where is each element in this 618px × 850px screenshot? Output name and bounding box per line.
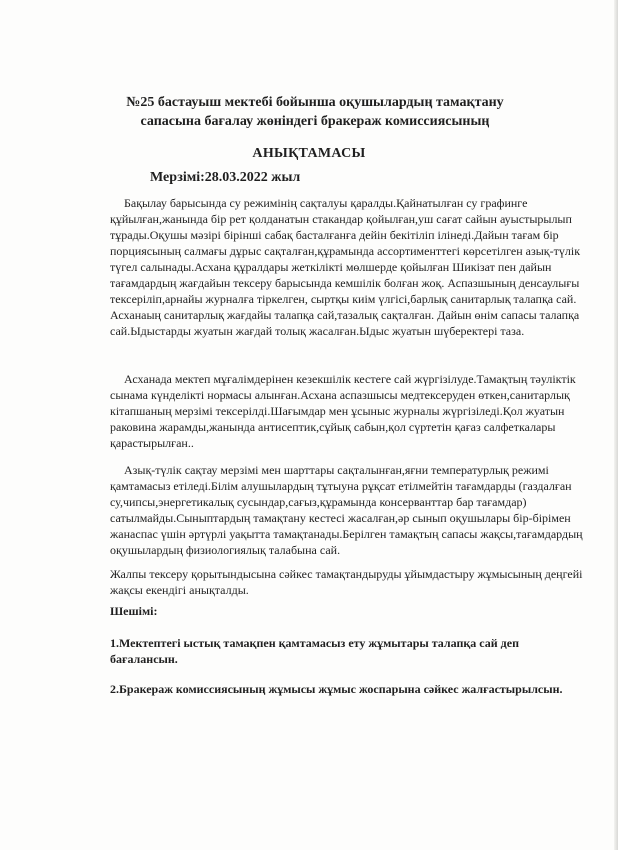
paragraph-canteen-duty: Асханада мектеп мұғалімдерінен кезекшілік кестеге сай жүргізілуде.Тамақтың тәуліктік сынама күнделікті нормасы алынған.Асхана аспазшысы медтексеруден өткен,санитарлық кітапшаның мерзімі тексерілді.Шағымдар мен ұсыныс журналы жүргізіледі.Қол жуатын раковина жарамды,жанында антисептик,сұйық сабын,қол сүртетін қағаз салфеткалары қарастырылған.. <box>110 372 576 450</box>
paragraph-food-storage: Азық-түлік сақтау мерзімі мен шарттары сақталынған,яғни температурлық режимі қамтамасыз етіледі.Білім алушылардың тұтыуна рұқсат етілмейтін тағамдарды (газдалған су,чипсы,энергетикалық сусындар,сағыз,құрамында консерванттар бар тағамдар) сатылмайды.Сыныптардың тамақтану кестесі жасалған,әр сынып оқушылары бір-бірімен жанаспас үшін әртүрлі уақытта тамақтанады.Берілген тамақтың сапасы жақсы,тағамдардың оқушылардың физиологиялық талабына сай. <box>110 463 583 557</box>
document-title: №25 бастауыш мектебі бойынша оқушылардың тамақтану сапасына бағалау жөніндегі бракераж комиссиясының <box>126 95 504 129</box>
scan-edge <box>614 0 618 850</box>
document-heading: АНЫҚТАМАСЫ <box>252 146 366 161</box>
decision-item-1: 1.Мектептегі ыстық тамақпен қамтамасыз ету жұмытары талапқа сай деп бағалансын. <box>110 636 519 666</box>
document-date: Мерзімі:28.03.2022 жыл <box>150 170 301 185</box>
decision-item-2: 2.Бракераж комиссиясының жұмысы жұмыс жоспарына сәйкес жалғастырылсын. <box>110 682 563 696</box>
decision-label: Шешімі: <box>110 604 158 618</box>
paragraph-conclusion: Жалпы тексеру қорытындысына сәйкес тамақтандыруды ұйымдастыру жұмысының деңгейі жақсы екендігі анықталды. <box>110 567 583 597</box>
paragraph-water-regime: Бақылау барысында су режимінің сақталуы қаралды.Қайнатылған су графинге құйылған,жанында бір рет қолданатын стакандар қойылған,уш сағат сайын ауыстырылып тұрады.Оқушы мәзірі бірінші сабақ басталғанға дейін бекітіліп ілінеді.Дайын тағам бір порциясының салмағы дұрыс сақталған,құрамында ассортименттегі көрсетілген азық-түлік түгел салынады.Асхана құралдары жеткілікті мөлшерде қойылған Шикізат пен дайын тағамдардың жағдайын тексеру барысында кемшілік болған жоқ. Аспазшының денсаулығы тексеріліп,арнайы журналға тіркелген, сыртқы киім үлгісі,барлық санитарлық талапқа сай. Асханаың санитарлық жағдайы талапқа сай,тазалық сақталған. Дайын өнім сапасы талапқа сай.Ыдыстарды жуатын жағдай толық жасалған.Ыдыс жуатын шүберектері таза. <box>110 196 581 338</box>
